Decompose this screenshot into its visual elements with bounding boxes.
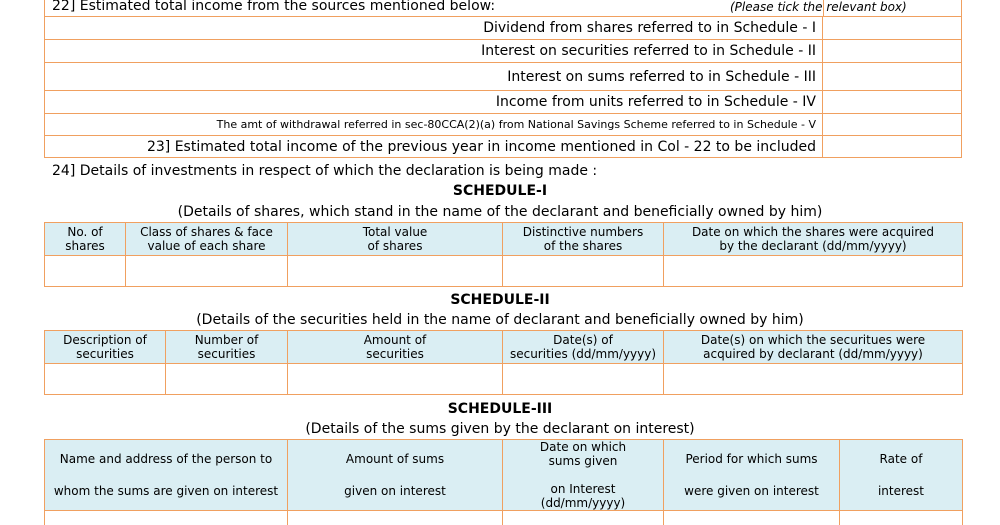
- income-row-label: Interest on sums referred to in Schedule - III: [45, 63, 823, 90]
- tick-box-units[interactable]: [823, 91, 963, 113]
- total-value-cell[interactable]: [288, 256, 503, 287]
- schedule2-table: [44, 330, 963, 395]
- column-header: No. of shares: [45, 223, 126, 256]
- income-row-sums: [44, 63, 962, 91]
- income-row-units: [44, 91, 962, 114]
- securities-acquired-date-cell[interactable]: [664, 364, 963, 395]
- shares-count-cell[interactable]: [45, 256, 126, 287]
- schedule3-subtitle: (Details of the sums given by the declarant on interest): [305, 421, 695, 437]
- column-header: Number of securities: [166, 331, 288, 364]
- income-row-label: Dividend from shares referred to in Schedule - I: [45, 17, 823, 39]
- income-row-label: Interest on securities referred to in Schedule - II: [45, 40, 823, 62]
- acquired-date-cell[interactable]: [664, 256, 963, 287]
- column-header: Description of securities: [45, 331, 166, 364]
- table-header-row: [45, 440, 963, 511]
- column-header: Name and address of the person to whom the sums are given on interest: [45, 440, 288, 511]
- schedule3-table: [44, 439, 963, 525]
- tick-box-dividend[interactable]: [823, 17, 963, 39]
- tick-box-securities[interactable]: [823, 40, 963, 62]
- table-row: [45, 256, 963, 287]
- schedule1-subtitle: (Details of shares, which stand in the name of the declarant and beneficially owned by him): [177, 204, 823, 220]
- column-header: Date on which the shares were acquired by the declarant (dd/mm/yyyy): [664, 223, 963, 256]
- income-row-nss: [44, 114, 962, 136]
- income-row-dividend: [44, 17, 962, 40]
- item23-row: [44, 136, 962, 158]
- sums-date-cell[interactable]: [503, 511, 664, 525]
- column-header: Period for which sums were given on interest: [664, 440, 840, 511]
- share-class-cell[interactable]: [126, 256, 288, 287]
- schedule1-title: SCHEDULE-I: [452, 183, 548, 199]
- securities-amount-cell[interactable]: [288, 364, 503, 395]
- column-header: Class of shares & face value of each share: [126, 223, 288, 256]
- column-header: Date on which sums given on Interest (dd/mm/yyyy): [503, 440, 664, 511]
- securities-date-cell[interactable]: [503, 364, 664, 395]
- column-header: Total value of shares: [288, 223, 503, 256]
- column-header: Amount of securities: [288, 331, 503, 364]
- tick-box-nss[interactable]: [823, 114, 963, 135]
- column-header: Date(s) of securities (dd/mm/yyyy): [503, 331, 664, 364]
- table-row: [45, 364, 963, 395]
- schedule2-title: SCHEDULE-II: [450, 292, 550, 308]
- sums-amount-cell[interactable]: [288, 511, 503, 525]
- table-header-row: [45, 331, 963, 364]
- item22-title: 22] Estimated total income from the sources mentioned below:: [52, 0, 496, 14]
- distinctive-numbers-cell[interactable]: [503, 256, 664, 287]
- income-row-label: The amt of withdrawal referred in sec-80CCA(2)(a) from National Savings Scheme referred to in Schedule - V: [45, 114, 823, 135]
- schedule2-subtitle: (Details of the securities held in the name of declarant and beneficially owned by him): [196, 312, 804, 328]
- item24-title: 24] Details of investments in respect of which the declaration is being made :: [52, 163, 598, 179]
- income-row-securities: [44, 40, 962, 63]
- table-row: [45, 511, 963, 525]
- tick-hint: (Please tick the relevant box): [730, 0, 907, 14]
- column-header: Rate of interest: [840, 440, 963, 511]
- item23-value-field[interactable]: [823, 136, 963, 157]
- securities-number-cell[interactable]: [166, 364, 288, 395]
- securities-description-cell[interactable]: [45, 364, 166, 395]
- item23-label: 23] Estimated total income of the previous year in income mentioned in Col - 22 to be included: [45, 136, 823, 157]
- interest-rate-cell[interactable]: [840, 511, 963, 525]
- table-header-row: [45, 223, 963, 256]
- tick-box-sums[interactable]: [823, 63, 963, 90]
- schedule3-title: SCHEDULE-III: [447, 401, 553, 417]
- sums-period-cell[interactable]: [664, 511, 840, 525]
- column-header: Amount of sums given on interest: [288, 440, 503, 511]
- column-header: Date(s) on which the securitues were acquired by declarant (dd/mm/yyyy): [664, 331, 963, 364]
- column-header: Distinctive numbers of the shares: [503, 223, 664, 256]
- recipient-name-address-cell[interactable]: [45, 511, 288, 525]
- schedule1-table: [44, 222, 963, 287]
- income-row-label: Income from units referred to in Schedule - IV: [45, 91, 823, 113]
